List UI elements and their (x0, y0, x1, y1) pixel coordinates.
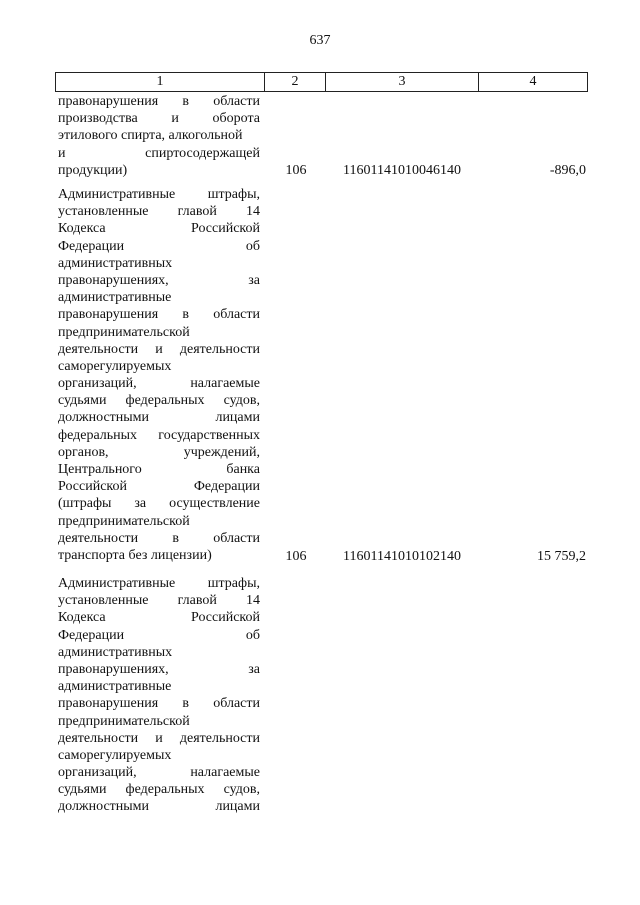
description-line: правонарушения в области (58, 94, 260, 109)
column-header-2: 2 (265, 73, 326, 91)
description-line: саморегулируемых (58, 747, 172, 763)
description-line: производства и оборота (58, 111, 260, 127)
description-line: Кодекса Российской (58, 610, 260, 626)
description-line: (штрафы за осуществление (58, 496, 260, 512)
row-amount: -896,0 (549, 163, 586, 178)
table-header (55, 72, 588, 92)
description-line: должностными лицами (58, 799, 260, 815)
description-line: деятельности и деятельности (58, 341, 260, 357)
row-description (58, 186, 260, 564)
row-code: 106 (285, 163, 307, 178)
description-line: административные (58, 679, 172, 695)
column-header-4: 4 (529, 74, 537, 89)
description-line: Административные штрафы, (58, 187, 260, 202)
description-line: предпринимательской (58, 513, 190, 529)
description-line: установленные главой 14 (58, 593, 260, 609)
description-line: транспорта без лицензии) (58, 547, 212, 563)
description-line: Центрального банка (58, 462, 260, 477)
description-line: должностными лицами (58, 410, 260, 426)
column-header-1: 1 (56, 73, 265, 91)
description-line: федеральных государственных (58, 427, 260, 443)
description-line: Федерации об (58, 238, 260, 254)
description-line: правонарушения в области (58, 307, 260, 323)
description-line: организаций, налагаемые (58, 765, 260, 781)
description-line: органов, учреждений, (58, 444, 260, 460)
description-line: правонарушениях, за (58, 272, 260, 288)
description-line: административных (58, 644, 173, 660)
description-line: Административные штрафы, (58, 576, 260, 591)
description-line: саморегулируемых (58, 358, 172, 374)
description-line: Федерации об (58, 627, 260, 643)
description-line: продукции) (58, 162, 128, 178)
description-line: установленные главой 14 (58, 204, 260, 220)
description-line: судьями федеральных судов, (58, 393, 260, 409)
description-line: деятельности в области (58, 530, 260, 546)
row-kbk: 11601141010102140 (343, 549, 461, 564)
page-number: 637 (309, 33, 331, 48)
row-kbk: 11601141010046140 (343, 163, 461, 178)
description-line: судьями федеральных судов, (58, 782, 260, 798)
description-line: организаций, налагаемые (58, 376, 260, 392)
description-line: этилового спирта, алкогольной (58, 128, 243, 144)
description-line: деятельности и деятельности (58, 730, 260, 746)
description-line: административных (58, 255, 173, 271)
column-header-3: 3 (326, 73, 479, 91)
row-amount: 15 759,2 (537, 549, 586, 564)
description-line: административные (58, 290, 172, 306)
description-line: Российской Федерации (58, 479, 260, 495)
row-description (58, 93, 260, 179)
row-description (58, 575, 260, 816)
description-line: и спиртосодержащей (58, 145, 260, 161)
description-line: правонарушения в области (58, 696, 260, 712)
description-line: правонарушениях, за (58, 661, 260, 677)
description-line: предпринимательской (58, 713, 190, 729)
row-code: 106 (285, 549, 307, 564)
description-line: предпринимательской (58, 324, 190, 340)
description-line: Кодекса Российской (58, 221, 260, 237)
